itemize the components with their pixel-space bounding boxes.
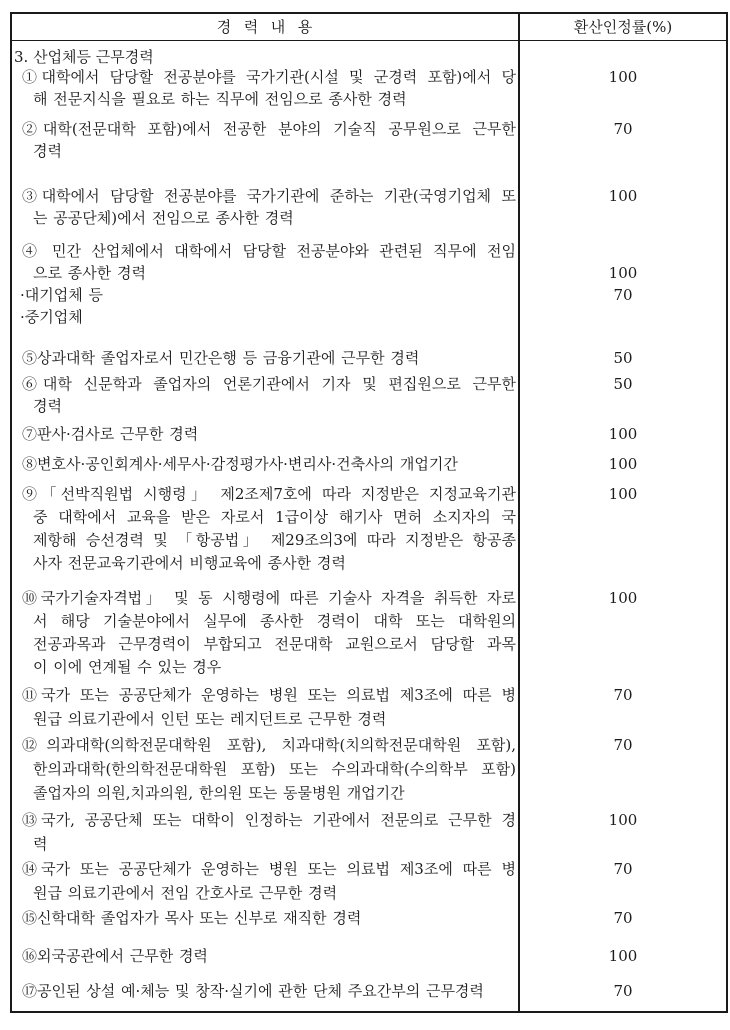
career-item-line: 으로 종사한 경력 <box>33 264 146 282</box>
career-item-line: 제항해 승선경력 및 「항공법」 제29조의3에 따라 지정받은 항공종 <box>33 531 516 549</box>
career-item-line: ⑮신학대학 졸업자가 목사 또는 신부로 재직한 경력 <box>22 909 362 927</box>
career-item-line: 경력 <box>33 142 62 160</box>
career-item-line: 원급 의료기관에서 전임 간호사로 근무한 경력 <box>33 884 338 902</box>
table-row <box>12 240 516 328</box>
table-row <box>12 453 516 475</box>
career-item-line: 사자 전문교육기관에서 비행교육에 종사한 경력 <box>33 554 346 572</box>
table-row <box>12 808 516 856</box>
table-inner <box>12 14 726 1011</box>
career-item-line: ①대학에서 담당할 전공분야를 국가기관(시설 및 군경력 포함)에서 당 <box>22 68 516 86</box>
rate-value: 70 <box>613 736 633 754</box>
career-item-line: ⑤상과대학 졸업자로서 민간은행 등 금융기관에 근무한 경력 <box>22 349 420 367</box>
table-row <box>12 347 516 369</box>
career-item-line: ⑦판사·검사로 근무한 경력 <box>22 425 199 443</box>
rate-value: 70 <box>613 909 633 927</box>
header-career-label: 경 력 내 용 <box>216 18 314 36</box>
career-item-line: ⑰공인된 상설 예·체능 및 창작·실기에 관한 단체 주요간부의 근무경력 <box>22 982 484 1000</box>
table-row <box>12 907 516 929</box>
rate-value: 100 <box>608 947 638 965</box>
table-row <box>12 945 516 967</box>
career-item-line: 는 공공단체)에서 전임으로 종사한 경력 <box>33 209 294 227</box>
career-item-line: ⑫의과대학(의학전문대학원 포함), 치과대학(치의학전문대학원 포함), <box>22 736 516 754</box>
career-item-line: ⑩국가기술자격법」 및 동 시행령에 따른 기술사 자격을 취득한 자로 <box>22 589 516 607</box>
career-item-line: ·대기업체 등 <box>20 286 103 304</box>
career-item-line: ⑥대학 신문학과 졸업자의 언론기관에서 기자 및 편집원으로 근무한 <box>22 375 516 393</box>
rate-value: 70 <box>613 286 633 304</box>
rate-value: 70 <box>613 120 633 138</box>
career-item-line: 서 해당 기술분야에서 실무에 종사한 경력이 대학 또는 대학원의 <box>33 612 516 630</box>
rate-value: 70 <box>613 982 633 1000</box>
career-item-line: ⑭국가 또는 공공단체가 운영하는 병원 또는 의료법 제3조에 따른 병 <box>22 860 516 878</box>
table-row <box>12 733 516 805</box>
section-title: 3. 산업체등 근무경력 <box>14 48 154 66</box>
rate-value: 100 <box>608 485 638 503</box>
career-item-line: 해 전문지식을 필요로 하는 직무에 전임으로 종사한 경력 <box>33 90 407 108</box>
rate-value: 100 <box>608 264 638 282</box>
career-item-line: 중 대학에서 교육을 받은 자로서 1급이상 해기사 면허 소지자의 국 <box>33 508 516 526</box>
table-row <box>12 66 516 110</box>
career-item-line: ⑪국가 또는 공공단체가 운영하는 병원 또는 의료법 제3조에 따른 병 <box>22 686 516 704</box>
career-item-line: ④ 민간 산업체에서 대학에서 담당할 전공분야와 관련된 직무에 전임 <box>22 242 516 260</box>
header-underline <box>12 40 726 41</box>
table-row <box>12 483 516 575</box>
career-item-line: ·중기업체 <box>20 308 83 326</box>
career-item-line: 한의과대학(한의학전문대학원 포함) 또는 수의과대학(수의학부 포함) <box>33 760 516 778</box>
career-item-line: 력 <box>33 835 48 853</box>
career-item-line: ⑯외국공관에서 근무한 경력 <box>22 947 208 965</box>
table-row <box>12 857 516 905</box>
rate-value: 50 <box>613 375 633 393</box>
career-item-line: ⑬국가, 공공단체 또는 대학이 인정하는 기관에서 전문의로 근무한 경 <box>22 811 516 829</box>
table-row <box>12 373 516 417</box>
table-row <box>12 980 516 1002</box>
rate-value: 100 <box>608 68 638 86</box>
rate-value: 70 <box>613 686 633 704</box>
career-item-line: 이 이에 연계될 수 있는 경우 <box>33 658 222 676</box>
career-item-line: ⑨「선박직원법 시행령」 제2조제7호에 따라 지정받은 지정교육기관 <box>22 485 516 503</box>
header-rate-label: 환산인정률(%) <box>573 18 673 36</box>
career-item-line: 졸업자의 의원,치과의원, 한의원 또는 동물병원 개업기간 <box>33 784 405 802</box>
career-item-line: 경력 <box>33 397 62 415</box>
career-item-line: ⑧변호사·공인회계사·세무사·감정평가사·변리사·건축사의 개업기간 <box>22 455 458 473</box>
career-item-line: ③대학에서 담당할 전공분야를 국가기관에 준하는 기관(국영기업체 또 <box>22 187 516 205</box>
rate-value: 70 <box>613 860 633 878</box>
rate-value: 100 <box>608 811 638 829</box>
rate-value: 100 <box>608 589 638 607</box>
career-item-line: ②대학(전문대학 포함)에서 전공한 분야의 기술직 공무원으로 근무한 <box>22 120 516 138</box>
career-item-line: 원급 의료기관에서 인턴 또는 레지던트로 근무한 경력 <box>33 710 387 728</box>
table-row <box>12 118 516 162</box>
career-recognition-table <box>10 12 728 1013</box>
rate-value: 100 <box>608 425 638 443</box>
table-row <box>12 683 516 731</box>
career-item-line: 전공과목과 근무경력이 부합되고 전문대학 교원으로서 담당할 과목 <box>33 635 516 653</box>
table-row <box>12 423 516 445</box>
rate-value: 100 <box>608 187 638 205</box>
rate-value: 50 <box>613 349 633 367</box>
table-row <box>12 185 516 229</box>
rate-value: 100 <box>608 455 638 473</box>
table-row <box>12 587 516 679</box>
